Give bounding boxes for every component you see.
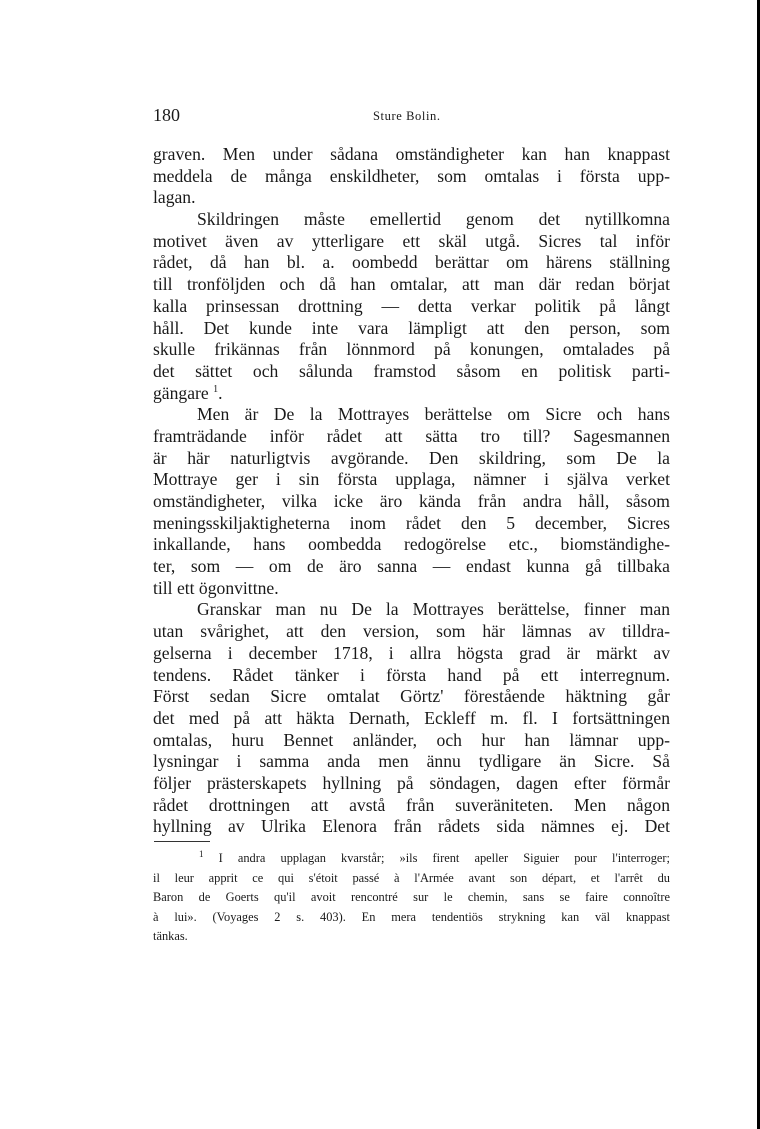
footnote-reference: 1	[213, 383, 219, 395]
text-line: ter, som — om de äro sanna — endast kunna gå tillbaka	[153, 556, 670, 577]
text-line: gängare	[153, 382, 209, 403]
text-line: Först sedan Sicre omtalat Görtz' förestående häktning går	[153, 686, 670, 707]
page-header	[153, 104, 670, 128]
text-line: utan svårighet, att den version, som här lämnas av tilldra-	[153, 621, 670, 642]
text-line: det med på att häkta Dernath, Eckleff m. fl. I fortsättningen	[153, 707, 670, 728]
running-head: Sture Bolin.	[373, 109, 441, 123]
text-line: kalla prinsessan drottning — detta verkar politik på långt	[153, 295, 670, 316]
text-line: skulle frikännas från lönnmord på konungen, omtalades på	[153, 339, 670, 360]
footnote-line: Baron de Goerts qu'il avoit rencontré sur le chemin, sans se faire connoître	[153, 890, 670, 904]
text-line: Granskar man nu De la Mottrayes berättelse, finner man	[197, 599, 670, 620]
text-line: rådet drottningen att avstå från suveräniteten. Men någon	[153, 794, 670, 815]
body-text	[153, 144, 670, 838]
text-line: Men är De la Mottrayes berättelse om Sicre och hans	[197, 404, 670, 425]
text-line: motivet även av ytterligare ett skäl utgå. Sicres tal inför	[153, 230, 670, 251]
text-line: det sättet och sålunda framstod såsom en politisk parti-	[153, 360, 670, 381]
text-line: hyllning av Ulrika Elenora från rådets sida nämnes ej. Det	[153, 816, 670, 837]
text-line: tendens. Rådet tänker i första hand på ett interregnum.	[153, 664, 670, 685]
text-line: inkallande, hans oombedda redogörelse etc., biomständighe-	[153, 534, 670, 555]
text-line: meningsskiljaktigheterna inom rådet den 5 december, Sicres	[153, 512, 670, 533]
text-line: graven. Men under sådana omständigheter kan han knappast	[153, 144, 670, 164]
page-number: 180	[153, 105, 180, 125]
text-line: till tronföljden och då han omtalar, att man där redan börjat	[153, 274, 670, 295]
footnote-line	[153, 849, 670, 869]
text-line: lysningar i samma anda men ännu tydligare än Sicre. Så	[153, 751, 670, 772]
text-line: följer prästerskapets hyllning på söndagen, dagen efter förmår	[153, 772, 670, 793]
text-line: är här naturligtvis avgörande. Den skildring, som De la	[153, 447, 670, 468]
text-line: Skildringen måste emellertid genom det nytillkomna	[197, 209, 670, 230]
text-line: lagan.	[153, 187, 196, 208]
text-line: rådet, då han bl. a. oombedd berättar om härens ställning	[153, 252, 670, 273]
footnote-line: à lui». (Voyages 2 s. 403). En mera tendentiös strykning kan väl knappast	[153, 909, 670, 924]
footnote-line: il leur apprit ce qui s'étoit passé à l'Armée avant son départ, et l'arrêt du	[153, 870, 670, 885]
text-line: håll. Det kunde inte vara lämpligt att den person, som	[153, 317, 670, 338]
text-line: Mottraye ger i sin första upplaga, nämner i själva verket	[153, 469, 670, 490]
footnote-divider	[154, 841, 210, 842]
text-line: omständigheter, vilka icke äro kända från andra håll, såsom	[153, 491, 670, 511]
text-line-with-footnote-ref	[153, 383, 670, 405]
text-line: framträdande inför rådet att sätta tro till? Sagesmannen	[153, 425, 670, 446]
footnote	[153, 849, 670, 947]
text-line: gelserna i december 1718, i allra högsta grad är märkt av	[153, 642, 670, 663]
footnote-marker: 1	[199, 848, 204, 859]
footnote-reference-suffix: .	[218, 382, 223, 403]
text-line: meddela de många enskildheter, som omtalas i första upp-	[153, 165, 670, 186]
footnote-text: I andra upplagan kvarstår; »ils firent apeller Siguier pour l'interroger;	[218, 851, 670, 865]
footnote-line: tänkas.	[153, 929, 188, 943]
text-line: omtalas, huru Bennet anländer, och hur han lämnar upp-	[153, 729, 670, 750]
text-line: till ett ögonvittne.	[153, 577, 279, 598]
